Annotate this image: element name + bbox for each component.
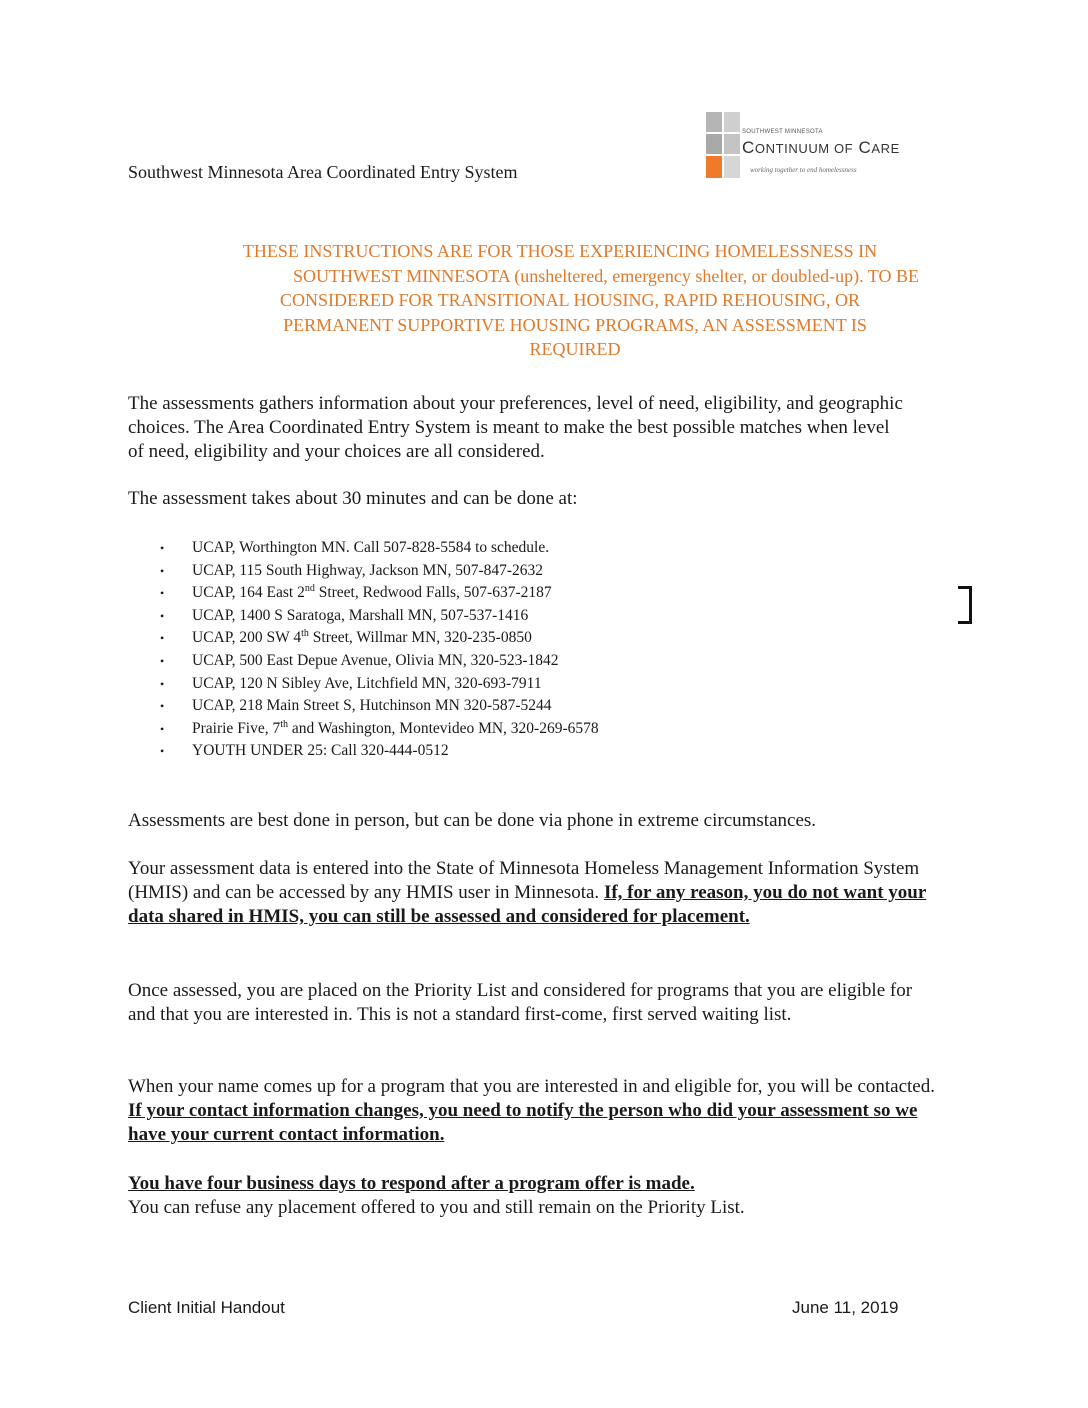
bullet: •: [160, 631, 165, 646]
logo-block-gray-bottom: [724, 156, 740, 178]
logo-block-gray-top: [706, 112, 722, 132]
notice-line: SOUTHWEST MINNESOTA (unsheltered, emergency shelter, or doubled-up). TO BE: [293, 265, 919, 286]
bullet: •: [160, 721, 165, 736]
respond-paragraph: [128, 1172, 943, 1220]
location-item: • Prairie Five, 7th and Washington, Montevideo MN, 320-269-6578: [160, 718, 720, 741]
hmis-paragraph: [128, 857, 943, 929]
notice-line: PERMANENT SUPPORTIVE HOUSING PROGRAMS, AN ASSESSMENT IS: [283, 314, 867, 335]
bullet: •: [160, 744, 165, 759]
respond-text: You can refuse any placement offered to you and still remain on the Priority List.: [128, 1197, 745, 1218]
bullet: •: [160, 541, 165, 555]
continuum-of-care-logo: [704, 112, 934, 182]
logo-name: CONTINUUM OF CARE: [742, 138, 900, 157]
bullet: •: [160, 586, 165, 601]
notice-line: REQUIRED: [529, 339, 621, 359]
intro-paragraph: The assessments gathers information about your preferences, level of need, eligibility, and geographic choices. The Area Coordinated Entry System is meant to make the best possible matches when level of need, eligibility and your choices are all considered.: [128, 393, 903, 462]
assessment-locations-list: [160, 537, 720, 763]
logo-block-gray-left: [706, 134, 722, 154]
location-item: • UCAP, 1400 S Saratoga, Marshall MN, 507-537-1416: [160, 605, 720, 628]
logo-tagline: working together to end homelessness: [750, 166, 857, 174]
location-item: • YOUTH UNDER 25: Call 320-444-0512: [160, 740, 720, 763]
location-item: • UCAP, 120 N Sibley Ave, Litchfield MN, 320-693-7911: [160, 673, 720, 696]
homelessness-notice: [175, 239, 945, 362]
location-item: • UCAP, Worthington MN. Call 507-828-5584 to schedule.: [160, 537, 720, 560]
location-item: • UCAP, 115 South Highway, Jackson MN, 507-847-2632: [160, 560, 720, 583]
document-header-title: Southwest Minnesota Area Coordinated Entry System: [128, 162, 518, 182]
location-item: • UCAP, 218 Main Street S, Hutchinson MN 320-587-5244: [160, 695, 720, 718]
bullet: •: [160, 608, 165, 623]
hmis-text: Your assessment data is entered into the State of Minnesota Homeless Management Information System (HMIS) and can be accessed by any HMIS user in Minnesota.: [128, 858, 920, 903]
contact-emphasis: If your contact information changes, you need to notify the person who did your assessment so we have your current contact information.: [128, 1100, 918, 1145]
margin-bracket-mark: [958, 586, 972, 624]
notice-line: CONSIDERED FOR TRANSITIONAL HOUSING, RAPID REHOUSING, OR: [279, 290, 861, 310]
location-item: • UCAP, 200 SW 4th Street, Willmar MN, 320-235-0850: [160, 627, 720, 650]
bullet: •: [160, 699, 165, 714]
logo-small-text: SOUTHWEST MINNESOTA: [742, 129, 823, 135]
respond-emphasis: You have four business days to respond after a program offer is made.: [128, 1173, 695, 1194]
contact-text: When your name comes up for a program that you are interested in and eligible for, you will be contacted.: [128, 1076, 935, 1097]
locations-intro: The assessment takes about 30 minutes and can be done at:: [128, 488, 578, 509]
bullet: •: [160, 563, 165, 578]
hmis-emphasis: If, for any reason, you do not want your data shared in HMIS, you can still be assessed and considered for placement.: [128, 882, 927, 927]
logo-block-gray-mid: [724, 112, 740, 132]
footer-document-name: Client Initial Handout: [128, 1298, 285, 1317]
logo-block-orange: [706, 156, 722, 178]
contact-paragraph: [128, 1075, 943, 1147]
in-person-paragraph: Assessments are best done in person, but can be done via phone in extreme circumstances.: [128, 810, 817, 831]
notice-line: THESE INSTRUCTIONS ARE FOR THOSE EXPERIENCING HOMELESSNESS IN: [242, 241, 878, 261]
bullet: •: [160, 676, 165, 691]
bullet: •: [160, 653, 165, 668]
logo-block-gray-right: [724, 134, 740, 154]
location-item: • UCAP, 500 East Depue Avenue, Olivia MN, 320-523-1842: [160, 650, 720, 673]
footer-date: June 11, 2019: [792, 1298, 899, 1317]
location-item: • UCAP, 164 East 2nd Street, Redwood Falls, 507-637-2187: [160, 582, 720, 605]
priority-list-paragraph: Once assessed, you are placed on the Priority List and considered for programs that you are eligible for and that you are interested in. This is not a standard first-come, first served waiting list.: [128, 980, 913, 1025]
